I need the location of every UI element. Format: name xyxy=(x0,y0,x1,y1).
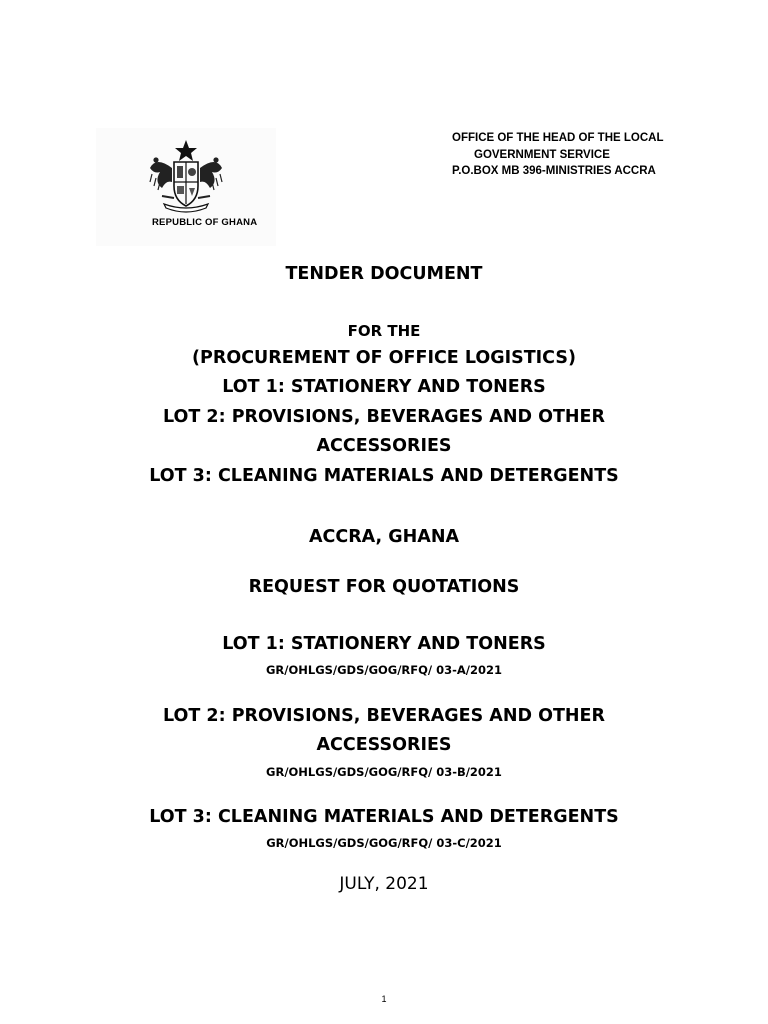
lot-3-title: LOT 3: CLEANING MATERIALS AND DETERGENTS xyxy=(149,807,619,827)
office-line-2: GOVERNMENT SERVICE xyxy=(474,148,610,161)
document-title: TENDER DOCUMENT xyxy=(285,264,483,284)
coat-of-arms-block xyxy=(96,128,276,246)
lot-1-reference: GR/OHLGS/GDS/GOG/RFQ/ 03-A/2021 xyxy=(265,663,503,677)
intro-lot-1: LOT 1: STATIONERY AND TONERS xyxy=(222,377,546,397)
office-line-1: OFFICE OF THE HEAD OF THE LOCAL xyxy=(452,132,664,144)
document-date: JULY, 2021 xyxy=(339,874,429,894)
for-the-label: FOR THE xyxy=(347,322,421,340)
ghana-coat-of-arms-icon xyxy=(148,138,224,214)
lot-2-title: LOT 2: PROVISIONS, BEVERAGES AND OTHER xyxy=(163,706,605,726)
intro-lot-2: LOT 2: PROVISIONS, BEVERAGES AND OTHER xyxy=(163,407,605,427)
intro-lot-2-cont: ACCESSORIES xyxy=(316,436,452,456)
office-address xyxy=(452,130,663,180)
lot-1-title: LOT 1: STATIONERY AND TONERS xyxy=(222,634,546,654)
lot-2-title-cont: ACCESSORIES xyxy=(316,735,452,755)
lot-2-reference: GR/OHLGS/GDS/GOG/RFQ/ 03-B/2021 xyxy=(266,765,502,779)
intro-lot-3: LOT 3: CLEANING MATERIALS AND DETERGENTS xyxy=(149,466,619,486)
location: ACCRA, GHANA xyxy=(308,527,460,547)
office-line-3: P.O.BOX MB 396-MINISTRIES ACCRA xyxy=(452,165,656,177)
rfq-heading: REQUEST FOR QUOTATIONS xyxy=(248,577,520,597)
procurement-subtitle: (PROCUREMENT OF OFFICE LOGISTICS) xyxy=(192,348,576,368)
lot-3-reference: GR/OHLGS/GDS/GOG/RFQ/ 03-C/2021 xyxy=(266,836,502,850)
emblem-caption: REPUBLIC OF GHANA xyxy=(152,217,258,228)
page-number: 1 xyxy=(381,994,387,1004)
